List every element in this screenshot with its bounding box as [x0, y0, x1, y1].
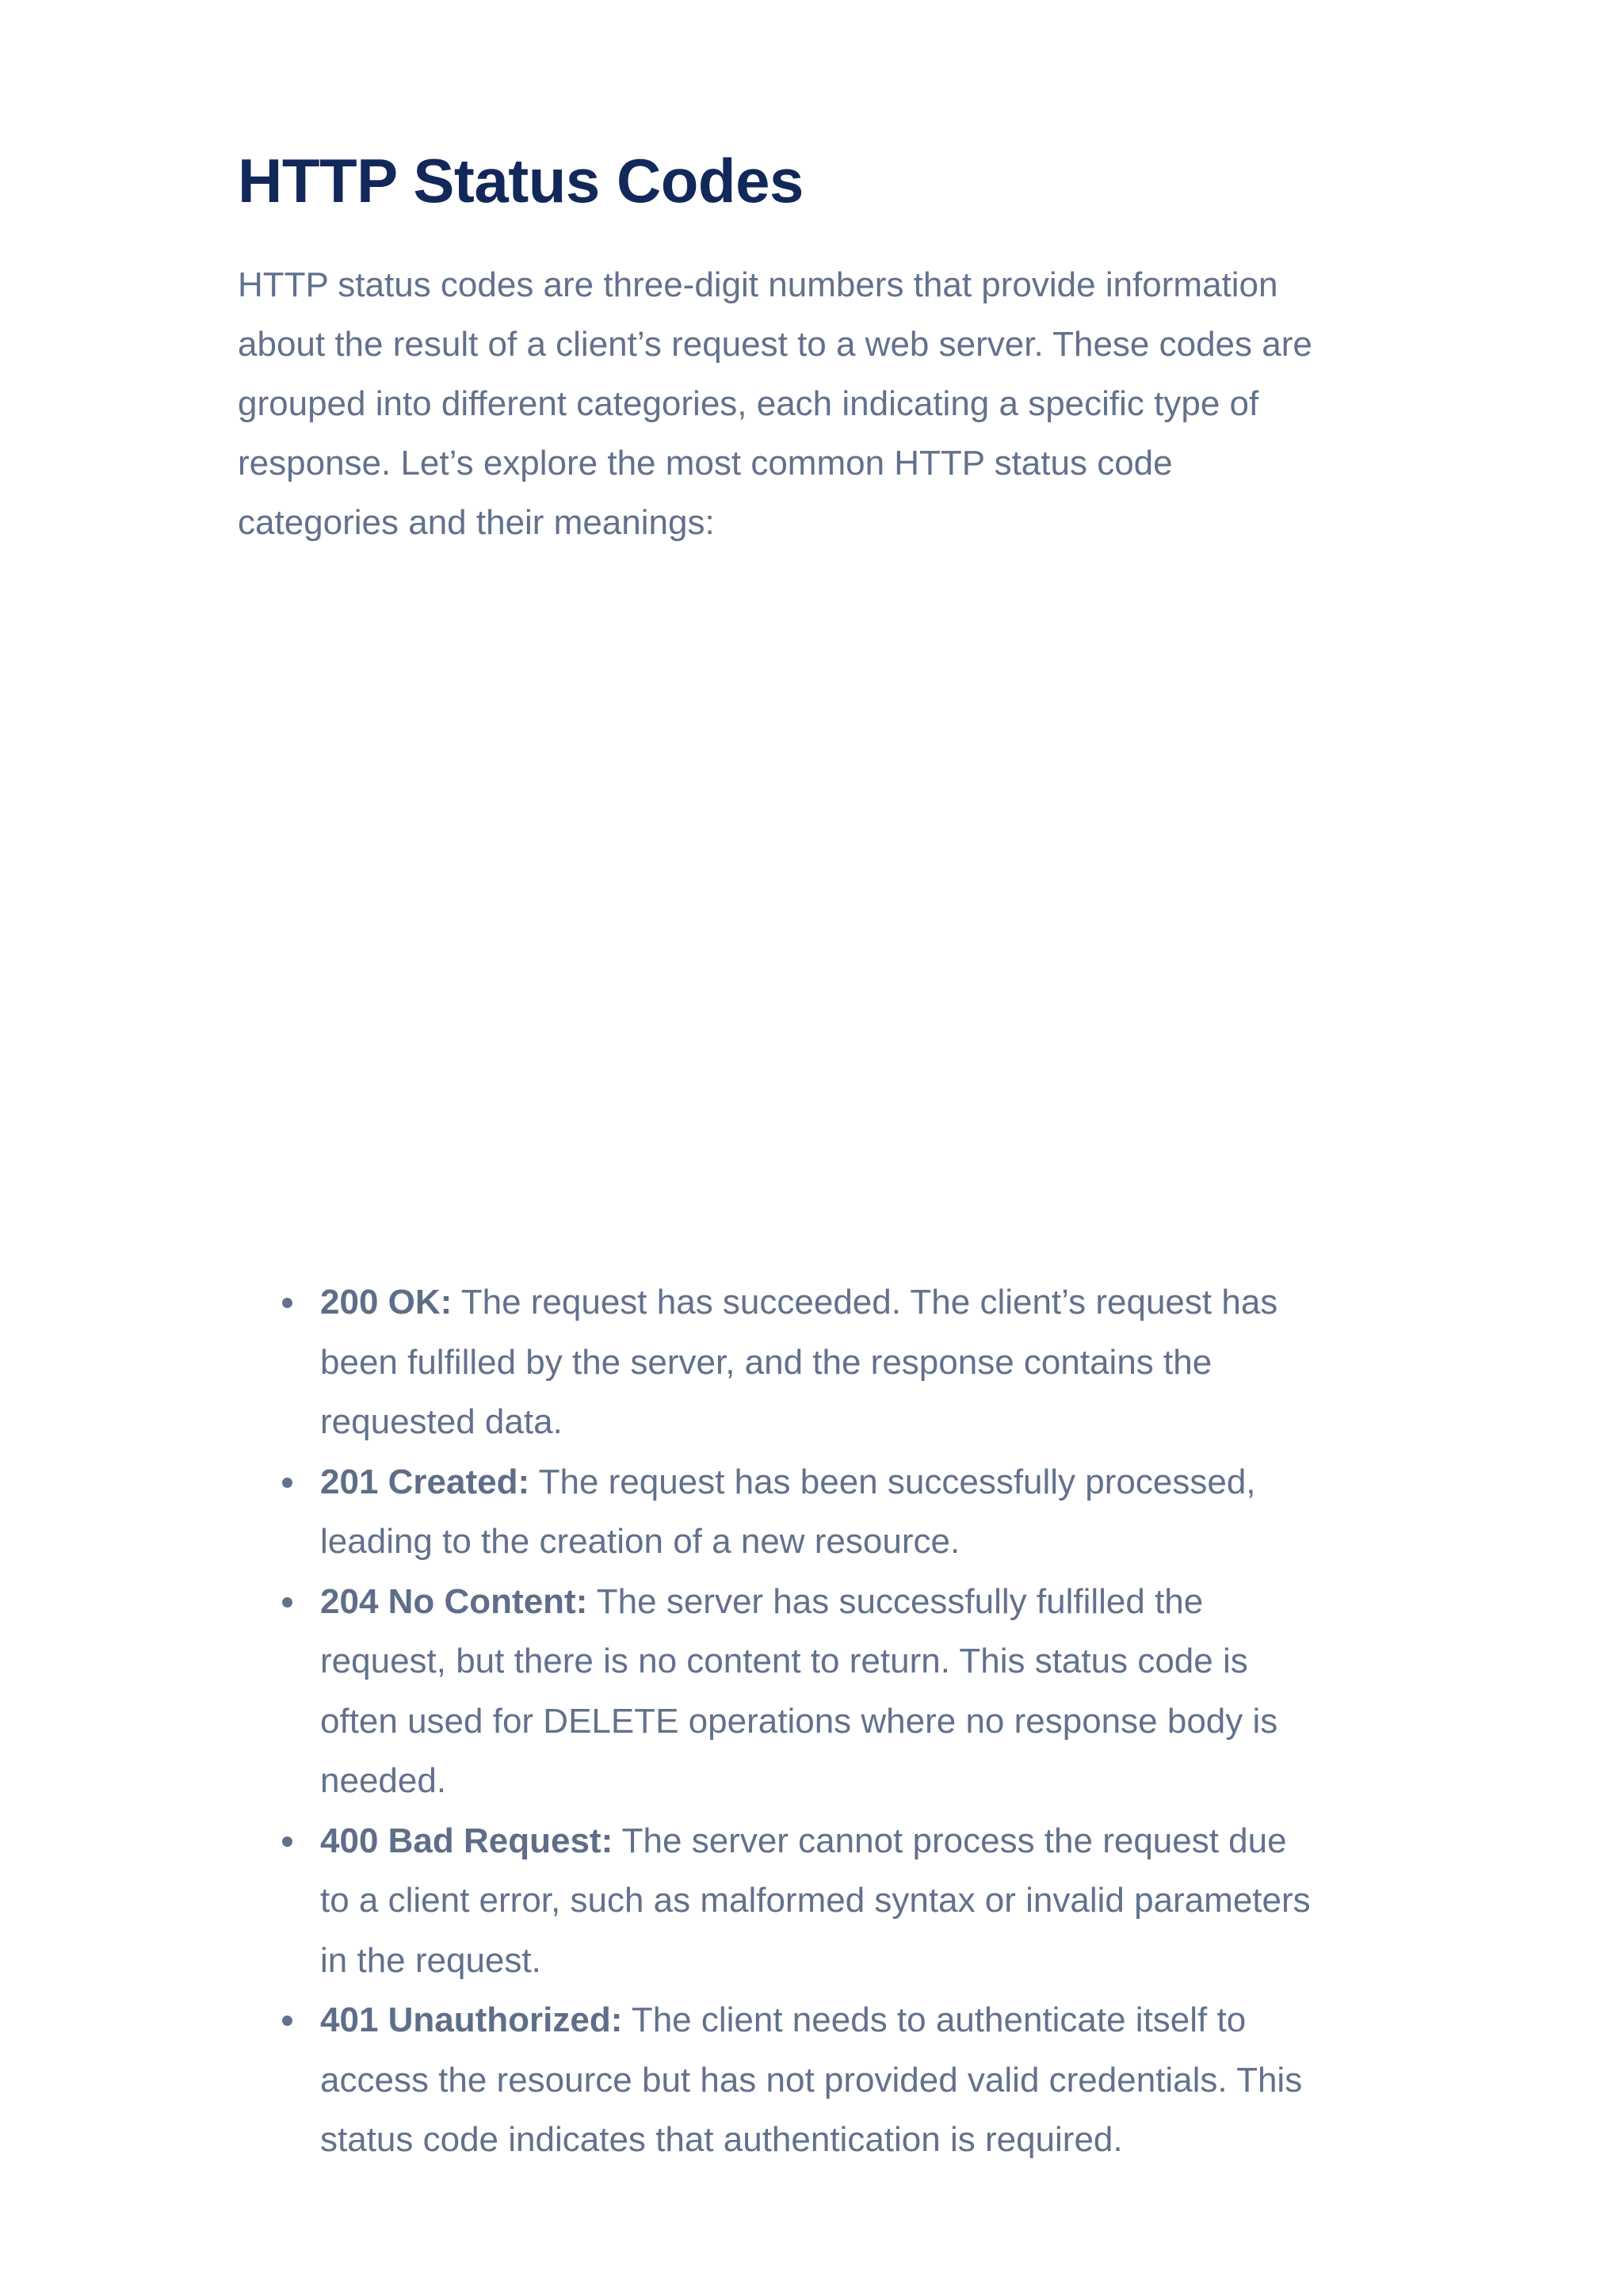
bullet-icon — [282, 2016, 292, 2026]
intro-line: grouped into different categories, each indicating a specific type of — [238, 384, 1259, 423]
intro-line: response. Let’s explore the most common HTTP status code — [238, 444, 1173, 482]
status-code-description: The request has been successfully processed, — [529, 1462, 1256, 1501]
status-code-description: The server has successfully fulfilled the — [587, 1581, 1204, 1621]
list-item-line: to a client error, such as malformed syntax or invalid parameters — [320, 1881, 1311, 1920]
list-item-line — [320, 1990, 1426, 2050]
status-code-label: 201 Created: — [320, 1462, 530, 1501]
embedded-media-placeholder — [238, 578, 1426, 1228]
status-code-description: The server cannot process the request due — [613, 1821, 1287, 1860]
status-code-list — [238, 1272, 1426, 2170]
bullet-icon — [282, 1478, 292, 1488]
status-code-label: 400 Bad Request: — [320, 1821, 613, 1860]
intro-line: categories and their meanings: — [238, 503, 715, 542]
list-item — [238, 1272, 1426, 1452]
status-code-label: 204 No Content: — [320, 1581, 588, 1621]
list-item — [238, 1452, 1426, 1572]
list-item-line: requested data. — [320, 1402, 563, 1441]
status-code-label: 200 OK: — [320, 1283, 453, 1322]
list-item-line — [320, 1572, 1426, 1632]
list-item-line: request, but there is no content to return. This status code is — [320, 1642, 1248, 1680]
status-code-description: The client needs to authenticate itself to — [622, 2000, 1247, 2039]
list-item-line: often used for DELETE operations where no response body is — [320, 1701, 1278, 1741]
list-item-line: leading to the creation of a new resource. — [320, 1522, 960, 1561]
list-item — [238, 1572, 1426, 1811]
list-item-line: needed. — [320, 1761, 447, 1800]
list-item-line: in the request. — [320, 1940, 541, 1980]
intro-paragraph — [238, 255, 1426, 552]
list-item-line — [320, 1811, 1426, 1871]
page-title: HTTP Status Codes — [238, 146, 804, 215]
list-item-line — [320, 1452, 1426, 1512]
list-item-line: access the resource but has not provided valid credentials. This — [320, 2060, 1303, 2100]
status-code-description: The request has succeeded. The client’s request has — [452, 1283, 1278, 1322]
list-item-line: been fulfilled by the server, and the response contains the — [320, 1342, 1212, 1382]
list-item — [238, 1811, 1426, 1991]
list-item — [238, 1990, 1426, 2170]
bullet-icon — [282, 1597, 292, 1608]
list-item-line: status code indicates that authentication is required. — [320, 2120, 1123, 2159]
list-item-line — [320, 1272, 1426, 1333]
bullet-icon — [282, 1836, 292, 1847]
intro-line: HTTP status codes are three-digit numbers that provide information — [238, 265, 1278, 304]
intro-line: about the result of a client’s request to a web server. These codes are — [238, 325, 1312, 364]
bullet-icon — [282, 1298, 292, 1308]
status-code-label: 401 Unauthorized: — [320, 2000, 623, 2039]
